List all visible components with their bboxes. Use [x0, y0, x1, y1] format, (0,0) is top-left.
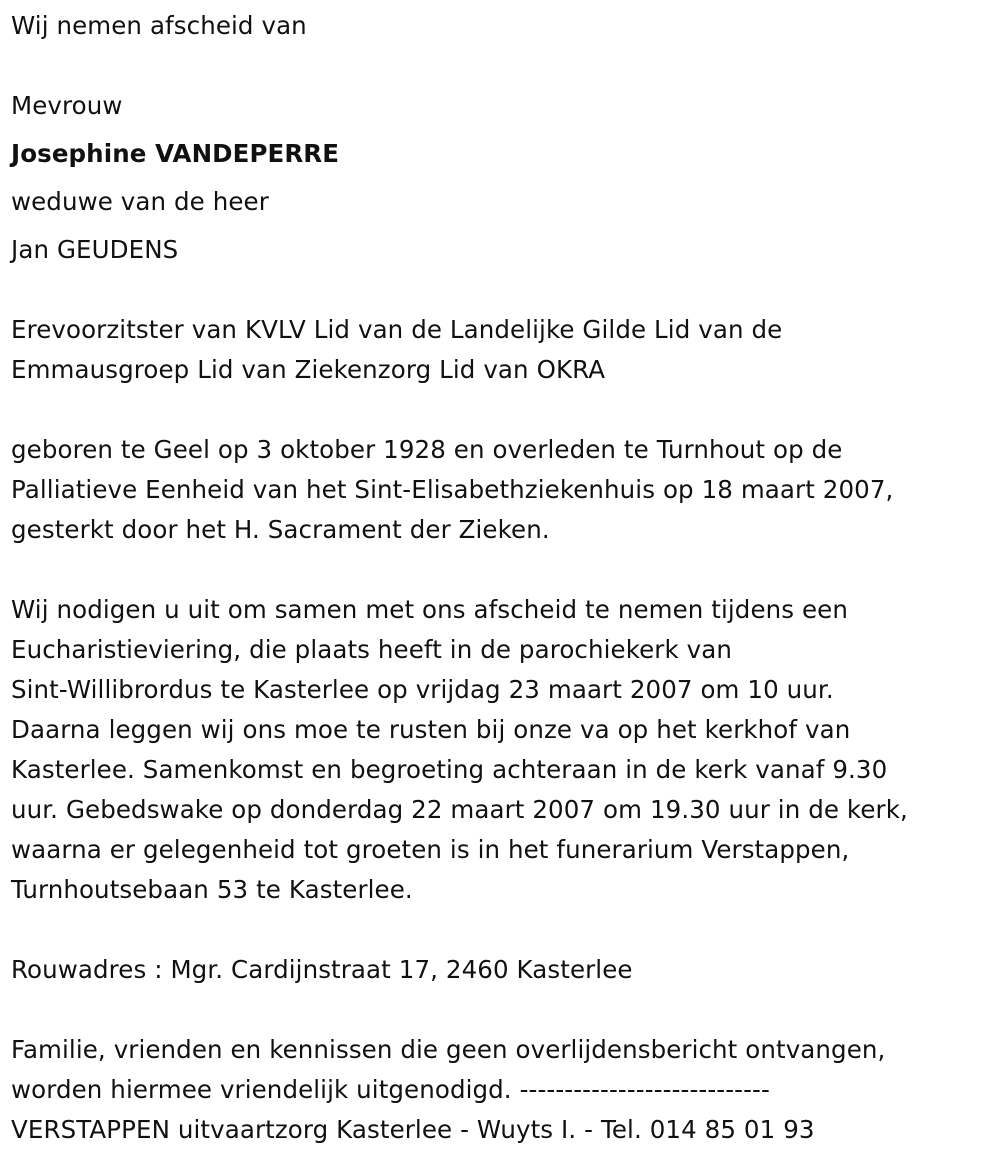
paragraph-line: waarna er gelegenheid tot groeten is in het funerarium Verstappen, — [11, 835, 850, 864]
paragraph-line: Erevoorzitster van KVLV Lid van de Landelijke Gilde Lid van de — [11, 315, 783, 344]
honorific: Mevrouw — [11, 91, 123, 120]
paragraph-line: geboren te Geel op 3 oktober 1928 en overleden te Turnhout op de — [11, 435, 843, 464]
address-line: Rouwadres : Mgr. Cardijnstraat 17, 2460 Kasterlee — [11, 955, 633, 984]
paragraph-line: worden hiermee vriendelijk uitgenodigd. ---------------------------- — [11, 1075, 770, 1104]
paragraph-line: Sint-Willibrordus te Kasterlee op vrijdag 23 maart 2007 om 10 uur. — [11, 675, 834, 704]
memberships-paragraph — [11, 310, 991, 390]
birth-death-paragraph — [11, 430, 991, 550]
invitation-paragraph — [11, 590, 991, 910]
paragraph-line: Palliatieve Eenheid van het Sint-Elisabethziekenhuis op 18 maart 2007, — [11, 475, 894, 504]
paragraph-line: Familie, vrienden en kennissen die geen overlijdensbericht ontvangen, — [11, 1035, 886, 1064]
paragraph-line: Wij nodigen u uit om samen met ons afscheid te nemen tijdens een — [11, 595, 848, 624]
deceased-name: Josephine VANDEPERRE — [11, 139, 340, 168]
paragraph-line: Turnhoutsebaan 53 te Kasterlee. — [11, 875, 413, 904]
paragraph-line: Daarna leggen wij ons moe te rusten bij onze va op het kerkhof van — [11, 715, 851, 744]
funeral-director-line: VERSTAPPEN uitvaartzorg Kasterlee - Wuyts I. - Tel. 014 85 01 93 — [11, 1115, 815, 1144]
paragraph-line: Kasterlee. Samenkomst en begroeting achteraan in de kerk vanaf 9.30 — [11, 755, 888, 784]
closing-paragraph — [11, 1030, 991, 1150]
death-notice — [11, 0, 991, 1150]
widow-label: weduwe van de heer — [11, 187, 269, 216]
paragraph-line: uur. Gebedswake op donderdag 22 maart 2007 om 19.30 uur in de kerk, — [11, 795, 908, 824]
mourning-address — [11, 950, 991, 990]
paragraph-line: gesterkt door het H. Sacrament der Zieken. — [11, 515, 550, 544]
spouse-name: Jan GEUDENS — [11, 235, 179, 264]
intro-line: Wij nemen afscheid van — [11, 11, 307, 40]
paragraph-line: Emmausgroep Lid van Ziekenzorg Lid van OKRA — [11, 355, 606, 384]
paragraph-line: Eucharistieviering, die plaats heeft in de parochiekerk van — [11, 635, 732, 664]
